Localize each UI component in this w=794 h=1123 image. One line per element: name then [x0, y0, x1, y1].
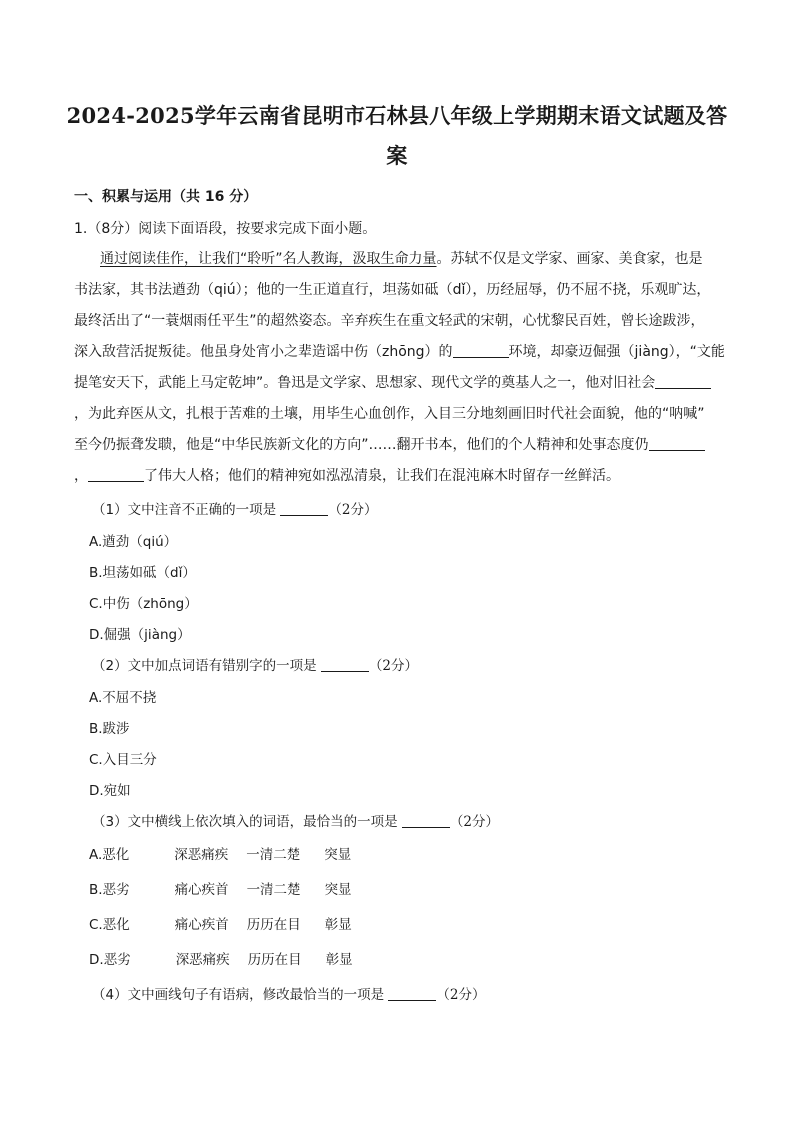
- subquestion-2: [92, 654, 418, 674]
- option-word: 恶化: [102, 847, 130, 863]
- title-line-1: 2024-2025学年云南省昆明市石林县八年级上学期期末语文试题及答: [66, 103, 728, 128]
- subquestion-prompt: （1）文中注音不正确的一项是: [92, 502, 281, 518]
- option-word: 恶劣: [102, 882, 130, 898]
- option-a[interactable]: [89, 843, 351, 863]
- subquestion-1: [92, 498, 377, 518]
- option-b[interactable]: B.跋涉: [89, 721, 130, 737]
- option-a[interactable]: A.不屈不挠: [89, 690, 157, 706]
- question-1-stem: 1.（8分）阅读下面语段，按要求完成下面小题。: [74, 221, 377, 237]
- option-c[interactable]: C.入目三分: [89, 752, 157, 768]
- option-d[interactable]: D.宛如: [89, 783, 131, 799]
- option-word: 彰显: [325, 952, 353, 968]
- option-letter: A.: [89, 847, 103, 863]
- answer-blank[interactable]: [280, 501, 328, 516]
- option-word: 痛心疾首: [174, 882, 229, 898]
- section-heading: 一、积累与运用（共 16 分）: [74, 189, 258, 205]
- option-word: 突显: [324, 847, 352, 863]
- option-word: 恶劣: [103, 952, 131, 968]
- fill-blank-2[interactable]: [655, 374, 711, 389]
- passage-text: 环境，却豪迈倔强（jiàng），“文能: [508, 344, 725, 360]
- subquestion-4: [92, 983, 485, 1003]
- option-word: 历历在目: [246, 917, 301, 933]
- option-word: 突显: [324, 882, 352, 898]
- option-word: 历历在目: [247, 952, 302, 968]
- document-title: [60, 96, 734, 176]
- passage-line-8: [74, 465, 620, 485]
- passage-text: 。苏轼不仅是文学家、画家、美食家，也是: [436, 251, 703, 267]
- fill-blank-3[interactable]: [649, 436, 705, 451]
- option-b[interactable]: [89, 878, 352, 898]
- option-letter: B.: [89, 882, 103, 898]
- option-c[interactable]: [89, 913, 352, 933]
- passage-text: 提笔安天下，武能上马定乾坤”。鲁迅是文学家、思想家、现代文学的奠基人之一，他对旧社会: [74, 375, 656, 391]
- fill-blank-4[interactable]: [88, 467, 144, 482]
- answer-blank[interactable]: [402, 813, 450, 828]
- option-a[interactable]: A.遒劲（qiú）: [89, 534, 178, 550]
- passage-line-4: [74, 341, 725, 361]
- option-word: 深恶痛疾: [175, 952, 230, 968]
- subquestion-prompt: （3）文中横线上依次填入的词语，最恰当的一项是: [92, 814, 402, 830]
- score-label: （2分）: [436, 987, 486, 1003]
- option-word: 痛心疾首: [174, 917, 229, 933]
- option-c[interactable]: C.中伤（zhōng）: [89, 596, 198, 612]
- option-word: 一清二楚: [246, 882, 301, 898]
- score-label: （2分）: [449, 814, 499, 830]
- answer-blank[interactable]: [321, 657, 369, 672]
- passage-line-1: [100, 248, 703, 268]
- option-b[interactable]: B.坦荡如砥（dǐ）: [89, 565, 196, 581]
- option-word: 深恶痛疾: [174, 847, 229, 863]
- option-word: 彰显: [324, 917, 352, 933]
- passage-line-5: [74, 372, 711, 392]
- option-word: 一清二楚: [246, 847, 301, 863]
- passage-text: 至今仍振聋发聩，他是“中华民族新文化的方向”……翻开书本，他们的个人精神和处事态度仍: [74, 437, 649, 453]
- answer-blank[interactable]: [388, 986, 436, 1001]
- fill-blank-1[interactable]: [453, 343, 509, 358]
- passage-line-3: 最终活出了“一蓑烟雨任平生”的超然姿态。辛弃疾生在重文轻武的宋朝，心忧黎民百姓，曾长途跋涉，: [74, 313, 705, 329]
- passage-text: 深入敌营活捉叛徒。他虽身处宵小之辈造谣中伤（zhōng）的: [74, 344, 453, 360]
- passage-line-7: [74, 434, 705, 454]
- subquestion-3: [92, 810, 499, 830]
- passage-line-2: 书法家，其书法遒劲（qiú）；他的一生正道直行，坦荡如砥（dǐ），历经屈辱，仍不屈不挠，乐观旷达，: [74, 282, 711, 298]
- option-letter: D.: [89, 952, 104, 968]
- option-letter: C.: [89, 917, 103, 933]
- score-label: （2分）: [328, 502, 378, 518]
- option-d[interactable]: D.倔强（jiàng）: [89, 627, 191, 643]
- passage-text: 了伟大人格；他们的精神宛如泓泓清泉，让我们在混沌麻木时留存一丝鲜活。: [144, 468, 620, 484]
- score-label: （2分）: [368, 658, 418, 674]
- subquestion-prompt: （2）文中加点词语有错别字的一项是: [92, 658, 321, 674]
- option-d[interactable]: [89, 948, 353, 968]
- subquestion-prompt: （4）文中画线句子有语病，修改最恰当的一项是: [92, 987, 389, 1003]
- passage-text: ，: [74, 468, 88, 484]
- option-word: 恶化: [102, 917, 130, 933]
- title-line-2: 案: [386, 143, 408, 168]
- underlined-sentence: 通过阅读佳作，让我们“聆听”名人教诲，汲取生命力量: [100, 251, 437, 267]
- passage-line-6: ，为此弃医从文，扎根于苦难的土壤，用毕生心血创作，入目三分地刻画旧时代社会面貌，他的“呐喊”: [74, 406, 705, 422]
